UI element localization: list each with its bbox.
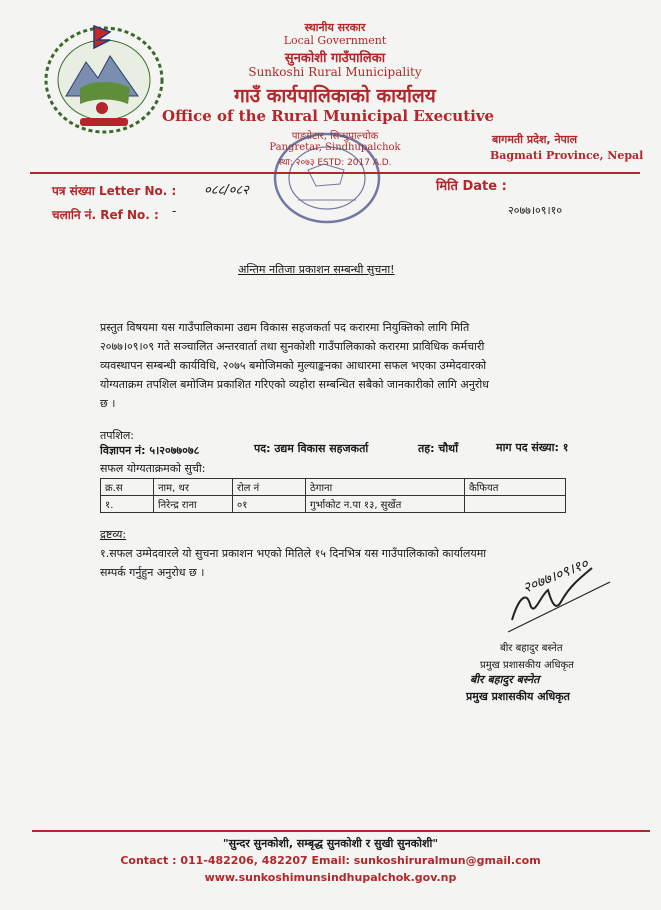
note-line: १.सफल उम्मेदवारले यो सुचना प्रकाशन भएको मितिले १५ दिनभित्र यस गाउँपालिकाको कार्यालयमा — [100, 547, 487, 560]
office-nepali: गाउँ कार्यपालिकाको कार्यालय — [234, 85, 436, 107]
note-line: सम्पर्क गर्नुहुन अनुरोध छ । — [100, 566, 205, 579]
header-cell: ठेगाना — [306, 479, 465, 496]
header-divider — [30, 172, 640, 174]
paragraph-line: योग्यताक्रम तपशिल बमोजिम प्रकाशित गरिएको व्यहोरा सम्बन्धित सबैको जानकारीको लागि अनुरोध — [100, 378, 489, 391]
nepal-emblem-logo — [40, 18, 168, 136]
demand-post-count: माग पद संख्या: १ — [496, 441, 569, 454]
footer-contact: Contact : 011-482206, 482207 Email: sunkoshiruralmun@gmail.com — [120, 854, 541, 867]
municipality-nepali: सुनकोशी गाउँपालिका — [284, 51, 386, 66]
signature-date: २०७७।०९।१० — [520, 556, 591, 597]
table-cell: निरेन्द्र राना — [154, 496, 233, 513]
paragraph-line: छ । — [100, 397, 116, 410]
table-header-row — [101, 479, 566, 496]
advertisement-number: विज्ञापन नं: ५।२०७७०७८ — [100, 444, 200, 457]
successful-list-title: सफल योग्यताक्रमको सुची: — [100, 462, 206, 475]
footer-slogan: "सुन्दर सुनकोशी, सम्बृद्ध सुनकोशी र सुखी सुनकोशी" — [222, 837, 439, 850]
notice-paragraph — [100, 318, 600, 413]
header-cell: क्र.स — [101, 479, 154, 496]
footer-divider — [32, 830, 650, 832]
paragraph-line: २०७७।०९।०९ गते सञ्चालित अन्तरवार्ता तथा सुनकोशी गाउँपालिकाको करारमा प्राविधिक कर्मचारी — [100, 340, 485, 353]
signer-name-stamp: बीर बहादुर बस्नेत — [470, 673, 540, 686]
paragraph-line: व्यवस्थापन सम्बन्धी कार्यविधि, २०७५ बमोजिमको मुल्याङ्कनका आधारमा सफल भएका उम्मेदवारको — [100, 359, 487, 372]
footer-website[interactable]: www.sunkoshimunsindhupalchok.gov.np — [204, 871, 457, 884]
results-table — [100, 478, 566, 513]
address-nepali: पाङग्रेटार, सिन्धुपाल्चोक — [291, 131, 379, 142]
signer-title-stamp: प्रमुख प्रशासकीय अधिकृत — [466, 690, 570, 703]
table-cell: १. — [101, 496, 154, 513]
office-english: Office of the Rural Municipal Executive — [162, 107, 495, 125]
table-row — [101, 496, 566, 513]
tapasil-label: तपशिल: — [100, 429, 135, 442]
municipality-english: Sunkoshi Rural Municipality — [248, 65, 422, 79]
office-stamp — [268, 130, 386, 230]
letter-no-value: ०८८/०८२ — [204, 183, 249, 198]
table-cell — [465, 496, 566, 513]
established-year: स्था: २०७३ ESTD: 2017 A.D. — [278, 158, 392, 168]
level: तह: चौथाँ — [418, 442, 459, 455]
province-nepali: बागमती प्रदेश, नेपाल — [492, 133, 578, 146]
header-cell: रोल नं — [233, 479, 306, 496]
paragraph-line: प्रस्तुत विषयमा यस गाउँपालिकामा उद्यम विकास सहजकर्ता पद करारमा नियुक्तिको लागि मिति — [100, 321, 470, 334]
ref-no-value: - — [172, 204, 177, 218]
table-cell: ०१ — [233, 496, 306, 513]
date-label: मिति Date : — [436, 179, 507, 194]
gov-english: Local Government — [283, 34, 387, 47]
header-cell: नाम, थर — [154, 479, 233, 496]
letter-no-label: पत्र संख्या Letter No. : — [52, 184, 177, 198]
ref-no-label: चलानि नं. Ref No. : — [52, 208, 159, 222]
table-cell: गुर्भाकोट न.पा १३, सुर्खेत — [306, 496, 465, 513]
date-value: २०७७।०९।१० — [508, 204, 563, 217]
post-name: पद: उद्यम विकास सहजकर्ता — [254, 442, 369, 455]
address-english: Pangretar, Sindhupalchok — [269, 142, 401, 153]
note-title: द्रष्टव्य: — [100, 528, 127, 541]
signer-name: बीर बहादुर बस्नेत — [500, 643, 563, 654]
header-cell: कैफियत — [465, 479, 566, 496]
province-english: Bagmati Province, Nepal — [490, 149, 644, 162]
notice-subject: अन्तिम नतिजा प्रकाशन सम्बन्धी सुचना! — [238, 263, 395, 276]
gov-nepali: स्थानीय सरकार — [304, 21, 366, 34]
signer-title: प्रमुख प्रशासकीय अधिकृत — [480, 660, 574, 671]
